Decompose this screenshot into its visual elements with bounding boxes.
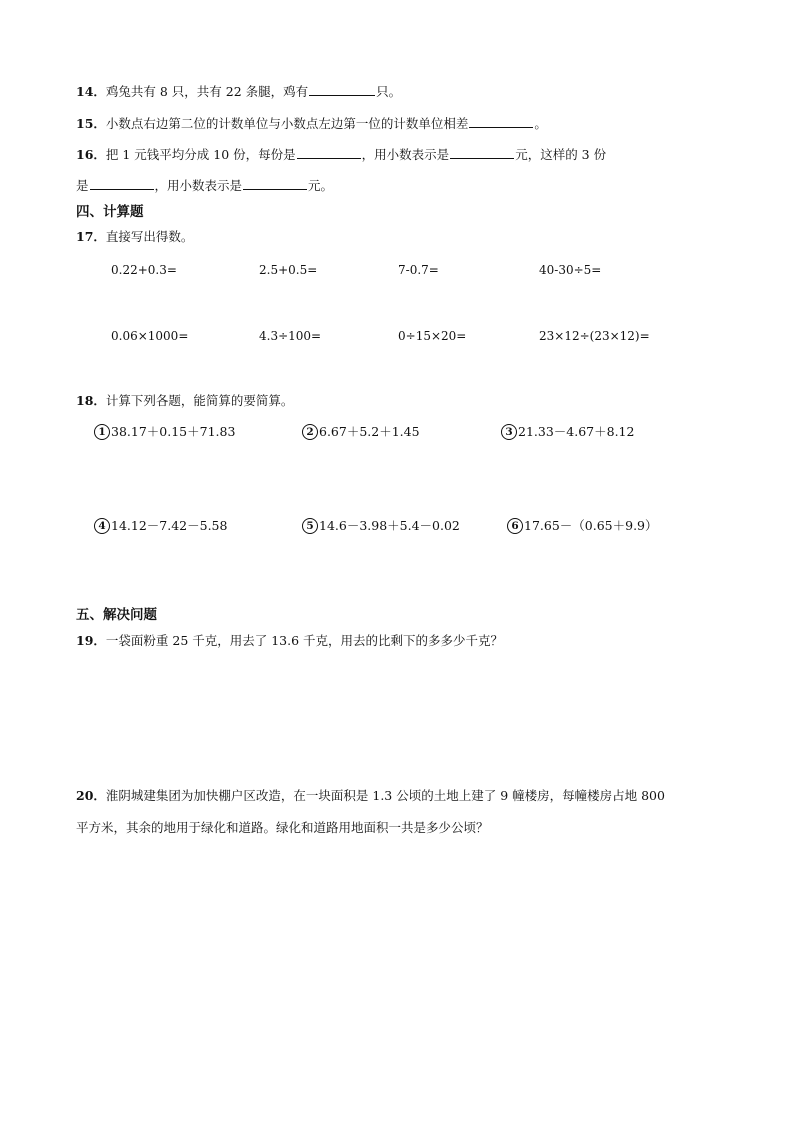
oral-calc-item: 0.22+0.3= bbox=[111, 263, 177, 277]
question-text: 是 bbox=[76, 178, 89, 193]
question-text: ，用小数表示是 bbox=[154, 178, 243, 193]
calc-item-3 bbox=[501, 423, 634, 441]
circled-number-2: 2 bbox=[302, 424, 318, 440]
question-15 bbox=[76, 114, 547, 133]
circled-number-1: 1 bbox=[94, 424, 110, 440]
oral-calc-item: 0.06×1000= bbox=[111, 329, 189, 343]
section-heading-calculation: 四、计算题 bbox=[76, 204, 144, 220]
question-20-continued bbox=[76, 819, 489, 837]
answer-blank[interactable] bbox=[243, 176, 307, 190]
question-text: 。 bbox=[534, 116, 547, 131]
question-20 bbox=[76, 787, 665, 805]
question-text: 直接写出得数。 bbox=[105, 229, 194, 244]
question-text: ，用小数表示是 bbox=[361, 147, 450, 162]
answer-blank[interactable] bbox=[309, 82, 375, 96]
circled-number-6: 6 bbox=[507, 518, 523, 534]
answer-blank[interactable] bbox=[469, 114, 533, 128]
question-number: 15． bbox=[76, 116, 106, 131]
calc-expression: 14.6－3.98＋5.4－0.02 bbox=[319, 518, 460, 533]
calc-expression: 14.12－7.42－5.58 bbox=[111, 518, 228, 533]
question-17 bbox=[76, 228, 193, 246]
circled-number-4: 4 bbox=[94, 518, 110, 534]
question-text: 一袋面粉重 25 千克，用去了 13.6 千克，用去的比剩下的多多少千克？ bbox=[105, 633, 504, 648]
question-18 bbox=[76, 392, 293, 410]
calc-expression: 6.67＋5.2＋1.45 bbox=[319, 424, 420, 439]
oral-calc-item: 23×12÷(23×12)= bbox=[539, 329, 650, 343]
question-text: 元，这样的 3 份 bbox=[515, 147, 607, 162]
answer-blank[interactable] bbox=[297, 145, 361, 159]
question-number: 20． bbox=[76, 788, 106, 803]
question-text: 元。 bbox=[308, 178, 334, 193]
oral-calc-item: 7-0.7= bbox=[398, 263, 439, 277]
question-16-continued bbox=[76, 176, 333, 195]
question-text: 平方米，其余的地用于绿化和道路。绿化和道路用地面积一共是多少公顷？ bbox=[76, 820, 489, 835]
question-number: 16． bbox=[76, 147, 106, 162]
calc-expression: 17.65－（0.65＋9.9） bbox=[524, 518, 658, 533]
question-19 bbox=[76, 632, 503, 650]
question-text: 淮阴城建集团为加快棚户区改造，在一块面积是 1.3 公顷的土地上建了 9 幢楼房，每幢楼房占地 800 bbox=[105, 788, 665, 803]
question-16 bbox=[76, 145, 606, 164]
calc-item-6 bbox=[507, 517, 658, 535]
question-number: 17． bbox=[76, 229, 106, 244]
answer-blank[interactable] bbox=[90, 176, 154, 190]
oral-calc-item: 2.5+0.5= bbox=[259, 263, 318, 277]
question-number: 18． bbox=[76, 393, 106, 408]
question-text: 计算下列各题，能简算的要简算。 bbox=[105, 393, 294, 408]
section-heading-problem-solving: 五、解决问题 bbox=[76, 607, 157, 623]
oral-calc-item: 40-30÷5= bbox=[539, 263, 602, 277]
calc-item-4 bbox=[94, 517, 227, 535]
calc-item-2 bbox=[302, 423, 420, 441]
circled-number-3: 3 bbox=[501, 424, 517, 440]
calc-item-5 bbox=[302, 517, 460, 535]
calc-expression: 21.33－4.67＋8.12 bbox=[518, 424, 635, 439]
answer-blank[interactable] bbox=[450, 145, 514, 159]
question-14 bbox=[76, 82, 401, 101]
calc-expression: 38.17＋0.15＋71.83 bbox=[111, 424, 236, 439]
calc-item-1 bbox=[94, 423, 235, 441]
question-text: 小数点右边第二位的计数单位与小数点左边第一位的计数单位相差 bbox=[105, 116, 469, 131]
question-text: 鸡兔共有 8 只，共有 22 条腿，鸡有 bbox=[105, 84, 309, 99]
oral-calc-item: 0÷15×20= bbox=[398, 329, 467, 343]
oral-calc-item: 4.3÷100= bbox=[259, 329, 322, 343]
question-text: 只。 bbox=[376, 84, 402, 99]
question-number: 14． bbox=[76, 84, 106, 99]
question-number: 19． bbox=[76, 633, 106, 648]
circled-number-5: 5 bbox=[302, 518, 318, 534]
question-text: 把 1 元钱平均分成 10 份，每份是 bbox=[105, 147, 296, 162]
